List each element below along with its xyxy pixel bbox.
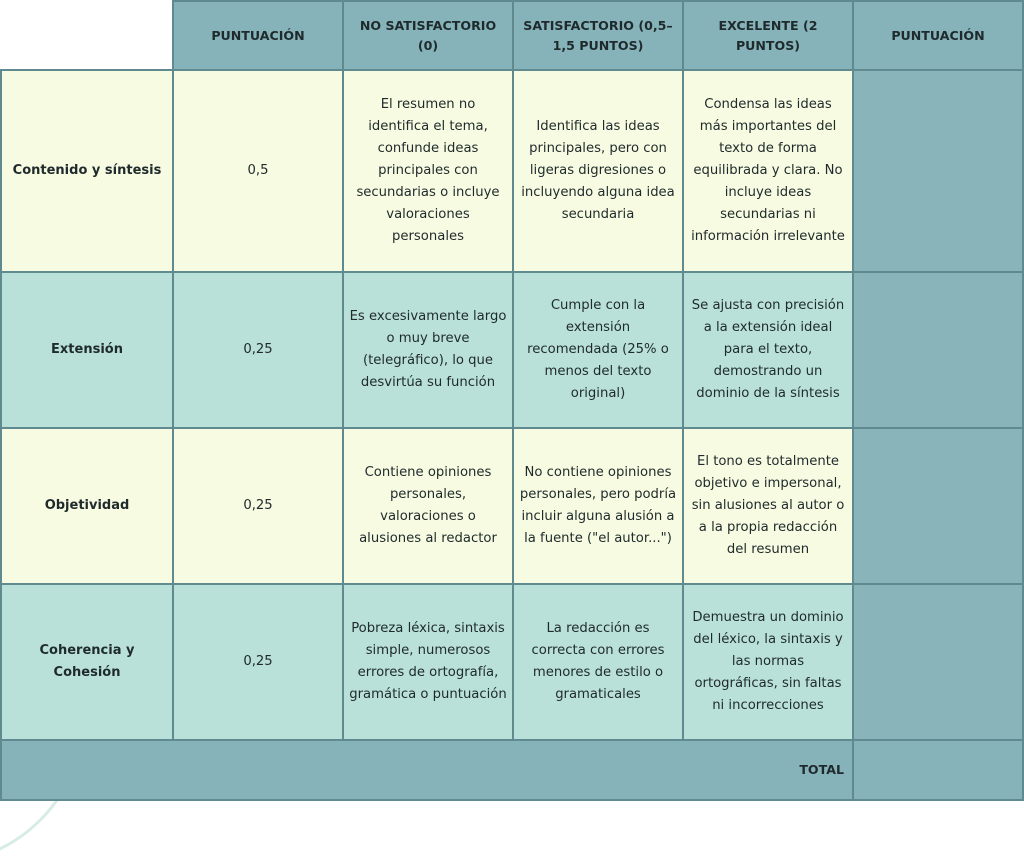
header-excelente: EXCELENTE (2 PUNTOS)	[683, 1, 853, 70]
criterion-cell: Contenido y síntesis	[1, 70, 173, 272]
puntuacion-input-cell[interactable]	[853, 428, 1023, 584]
header-puntuacion: PUNTUACIÓN	[173, 1, 343, 70]
no-satisfactorio-cell: Pobreza léxica, sintaxis simple, numerosos errores de ortografía, gramática o puntuación	[343, 584, 513, 740]
excelente-cell: Se ajusta con precisión a la extensión ideal para el texto, demostrando un dominio de la síntesis	[683, 272, 853, 428]
no-satisfactorio-cell: Es excesivamente largo o muy breve (telegráfico), lo que desvirtúa su función	[343, 272, 513, 428]
header-puntuacion-final: PUNTUACIÓN	[853, 1, 1023, 70]
score-cell: 0,25	[173, 584, 343, 740]
header-no-satisfactorio: NO SATISFACTORIO (0)	[343, 1, 513, 70]
header-row	[1, 1, 1023, 70]
table-row	[1, 272, 1023, 428]
total-score-cell[interactable]	[853, 740, 1023, 800]
excelente-cell: Demuestra un dominio del léxico, la sintaxis y las normas ortográficas, sin faltas ni incorrecciones	[683, 584, 853, 740]
excelente-cell: Condensa las ideas más importantes del texto de forma equilibrada y clara. No incluye ideas secundarias ni información irrelevante	[683, 70, 853, 272]
satisfactorio-cell: Cumple con la extensión recomendada (25% o menos del texto original)	[513, 272, 683, 428]
score-cell: 0,5	[173, 70, 343, 272]
criterion-cell: Objetividad	[1, 428, 173, 584]
puntuacion-input-cell[interactable]	[853, 272, 1023, 428]
total-label: TOTAL	[1, 740, 853, 800]
no-satisfactorio-cell: El resumen no identifica el tema, confunde ideas principales con secundarias o incluye valoraciones personales	[343, 70, 513, 272]
total-row	[1, 740, 1023, 800]
score-cell: 0,25	[173, 272, 343, 428]
criterion-cell: Coherencia y Cohesión	[1, 584, 173, 740]
header-blank-cell	[1, 1, 173, 70]
satisfactorio-cell: No contiene opiniones personales, pero podría incluir alguna alusión a la fuente ("el autor...")	[513, 428, 683, 584]
score-cell: 0,25	[173, 428, 343, 584]
table-row	[1, 584, 1023, 740]
satisfactorio-cell: Identifica las ideas principales, pero con ligeras digresiones o incluyendo alguna idea secundaria	[513, 70, 683, 272]
excelente-cell: El tono es totalmente objetivo e impersonal, sin alusiones al autor o a la propia redacción del resumen	[683, 428, 853, 584]
header-satisfactorio: SATISFACTORIO (0,5–1,5 PUNTOS)	[513, 1, 683, 70]
table-row	[1, 428, 1023, 584]
criterion-cell: Extensión	[1, 272, 173, 428]
satisfactorio-cell: La redacción es correcta con errores menores de estilo o gramaticales	[513, 584, 683, 740]
puntuacion-input-cell[interactable]	[853, 70, 1023, 272]
puntuacion-input-cell[interactable]	[853, 584, 1023, 740]
table-row	[1, 70, 1023, 272]
no-satisfactorio-cell: Contiene opiniones personales, valoraciones o alusiones al redactor	[343, 428, 513, 584]
